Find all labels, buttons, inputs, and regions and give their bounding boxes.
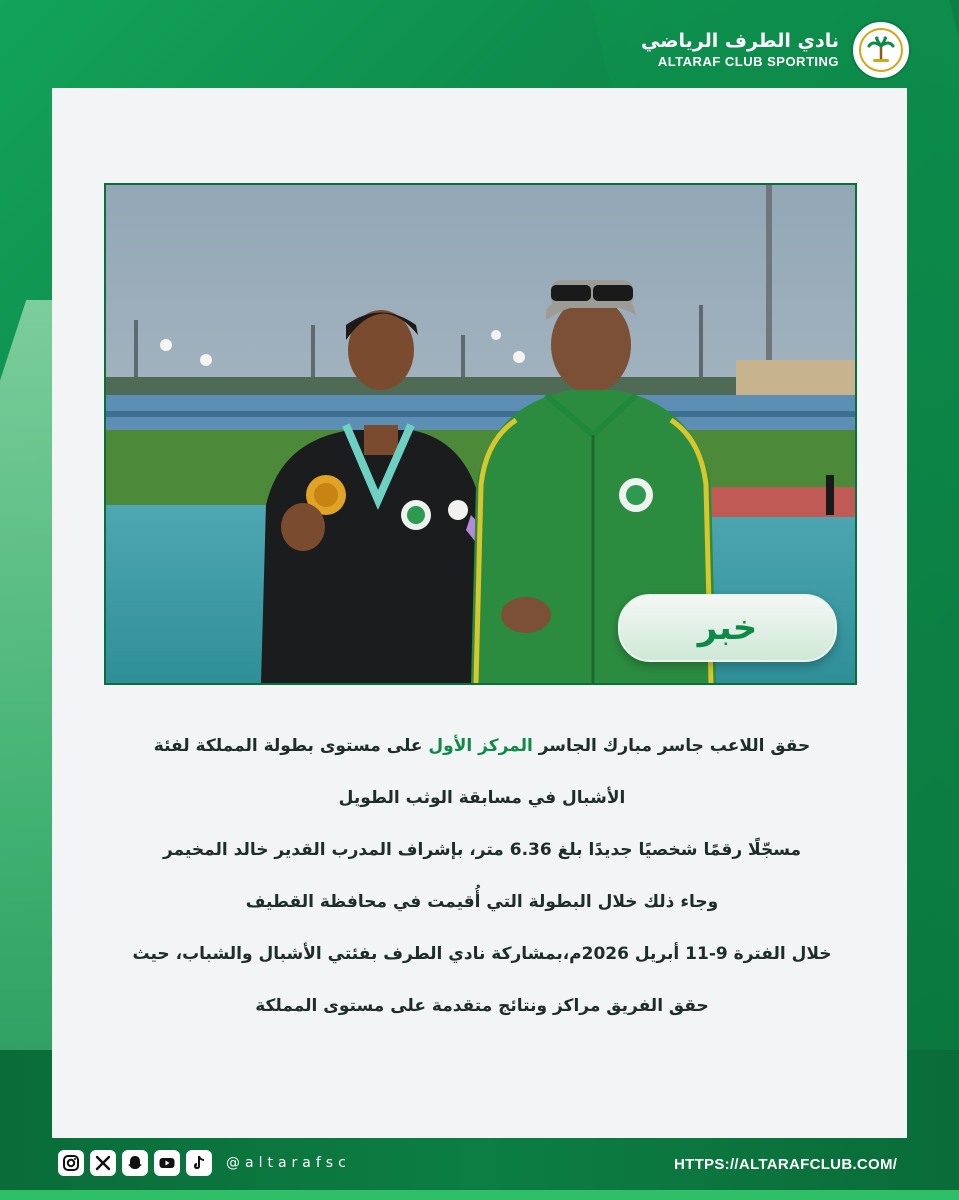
article-line [92,720,872,772]
social-handle[interactable]: @altarafsc [226,1155,351,1171]
instagram-icon[interactable] [58,1150,84,1176]
youtube-icon[interactable] [154,1150,180,1176]
social-links [58,1150,351,1176]
news-card [52,88,907,1138]
website-link[interactable]: HTTPS://ALTARAFCLUB.COM/ [674,1156,898,1173]
palm-tree-icon [859,28,903,72]
article-line: حقق الفريق مراكز ونتائج متقدمة على مستوى المملكة [255,996,709,1016]
article-line: وجاء ذلك خلال البطولة التي أُقيمت في محافظة القطيف [245,892,719,912]
snapchat-icon[interactable] [122,1150,148,1176]
club-name-arabic: نادي الطرف الرياضي [640,30,839,52]
article-body [92,720,872,1032]
bottom-strip [0,1190,959,1200]
article-line: مسجّلًا رقمًا شخصيًا جديدًا بلغ 6.36 متر، بإشراف المدرب القدير خالد المخيمر [162,840,802,860]
club-name-english: ALTARAF CLUB SPORTING [657,54,839,69]
article-text: على مستوى بطولة المملكة لفئة [153,736,429,756]
club-name [641,29,839,71]
tiktok-icon[interactable] [186,1150,212,1176]
news-badge [618,594,837,662]
x-icon[interactable] [90,1150,116,1176]
article-line: خلال الفترة 9-11 أبريل 2026م،بمشاركة نادي الطرف بفئتي الأشبال والشباب، حيث [132,944,832,964]
news-badge-label: خبر [697,608,758,648]
club-header [641,20,911,80]
article-highlight: المركز الأول [428,736,533,756]
article-line: الأشبال في مسابقة الوثب الطويل [338,788,626,808]
article-text: حقق اللاعب جاسر مبارك الجاسر [532,736,811,756]
club-logo [851,20,911,80]
